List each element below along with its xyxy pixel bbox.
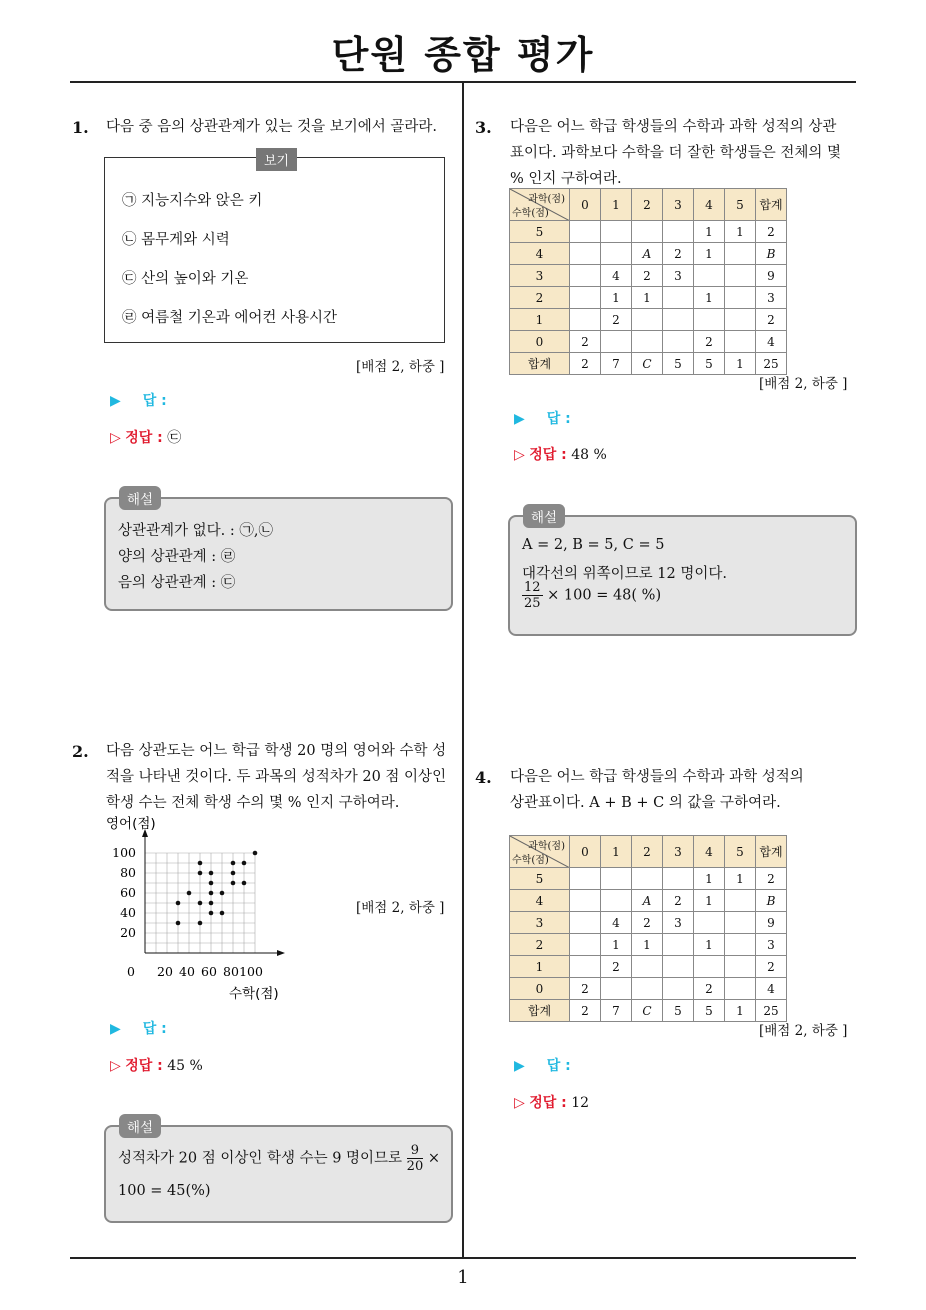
q1-option-2: ㉡ 몸무게와 시력	[122, 232, 230, 248]
table-col-header: 3	[663, 836, 694, 868]
table-cell	[725, 978, 756, 1000]
table-cell: 2	[570, 353, 601, 375]
table-cell	[663, 978, 694, 1000]
scatter-point	[242, 881, 247, 886]
table-cell: 2	[663, 243, 694, 265]
q2-correct: ▷ 정답 : 45 %	[110, 1058, 203, 1074]
table-cell: B	[756, 890, 787, 912]
table-cell: A	[632, 890, 663, 912]
table-cell	[632, 309, 663, 331]
q1-explanation-line: 음의 상관관계 : ㉢	[118, 575, 236, 591]
table-cell: 9	[756, 912, 787, 934]
table-cell: C	[632, 353, 663, 375]
scatter-point	[209, 871, 214, 876]
table-cell	[725, 309, 756, 331]
table-cell	[725, 912, 756, 934]
x-tick-label: 20	[157, 964, 173, 979]
scatter-point	[242, 861, 247, 866]
outline-arrow-icon: ▷	[514, 447, 525, 463]
table-cell: 9	[756, 265, 787, 287]
table-col-header: 4	[694, 836, 725, 868]
table-cell	[632, 221, 663, 243]
q3-number: 3.	[475, 118, 492, 137]
table-cell	[632, 956, 663, 978]
table-cell: 2	[632, 912, 663, 934]
table-row-header: 3	[510, 912, 570, 934]
scatter-point	[209, 891, 214, 896]
table-cell	[632, 978, 663, 1000]
table-cell: 1	[601, 287, 632, 309]
table-cell: 4	[601, 912, 632, 934]
table-row-header: 2	[510, 287, 570, 309]
table-cell	[663, 934, 694, 956]
q2-score: [배점 2, 하중 ]	[356, 900, 445, 916]
table-row-header: 0	[510, 978, 570, 1000]
q3-explanation-label: 해설	[523, 504, 565, 528]
page-title: 단원 종합 평가	[331, 33, 595, 77]
table-col-header: 2	[632, 189, 663, 221]
table-cell	[663, 331, 694, 353]
q2-text-line: 학생 수는 전체 학생 수의 몇 % 인지 구하여라.	[106, 795, 400, 811]
table-row-header: 4	[510, 890, 570, 912]
scatter-point	[231, 871, 236, 876]
table-row-header: 5	[510, 221, 570, 243]
table-cell: 25	[756, 353, 787, 375]
table-cell: 2	[601, 956, 632, 978]
table-cell: 2	[694, 331, 725, 353]
q2-answer: ▶ 답 :	[110, 1021, 167, 1037]
y-tick-label: 100	[112, 845, 136, 860]
correlation-table	[509, 188, 787, 375]
outline-arrow-icon: ▷	[110, 1058, 121, 1074]
scatter-point	[209, 881, 214, 886]
table-cell: 2	[663, 890, 694, 912]
table-col-header: 2	[632, 836, 663, 868]
table-col-header: 1	[601, 189, 632, 221]
table-cell	[570, 956, 601, 978]
table-row-header: 2	[510, 934, 570, 956]
table-cell: A	[632, 243, 663, 265]
y-axis-label: 영어(점)	[106, 816, 156, 832]
table-cell: 3	[756, 934, 787, 956]
table-cell: 1	[694, 934, 725, 956]
q1-option-1: ㉠ 지능지수와 앉은 키	[122, 193, 263, 209]
q2-text-line: 다음 상관도는 어느 학급 학생 20 명의 영어와 수학 성	[106, 743, 447, 759]
q1-score: [배점 2, 하중 ]	[356, 359, 445, 375]
q1-number: 1.	[72, 118, 89, 137]
q2-explanation-label: 해설	[119, 1114, 161, 1138]
scatter-point	[253, 851, 258, 856]
x-tick-label: 0	[127, 964, 135, 979]
table-cell	[663, 868, 694, 890]
scatter-point	[209, 901, 214, 906]
table-row-header: 합계	[510, 353, 570, 375]
q3-text-line: 다음은 어느 학급 학생들의 수학과 과학 성적의 상관	[510, 119, 837, 135]
column-divider	[462, 82, 464, 1259]
table-cell: 3	[663, 912, 694, 934]
table-cell: 5	[694, 353, 725, 375]
table-col-header: 0	[570, 189, 601, 221]
bogi-label: 보기	[256, 148, 297, 171]
x-tick-label: 80	[223, 964, 239, 979]
play-arrow-icon: ▶	[110, 393, 121, 409]
scatter-point	[231, 861, 236, 866]
table-cell	[694, 265, 725, 287]
table-cell: 1	[694, 221, 725, 243]
table-cell: 2	[756, 309, 787, 331]
fraction: $\frac{9}{20}$	[406, 1143, 424, 1174]
q3-explanation-line: A = 2, B = 5, C = 5	[522, 537, 665, 553]
q4-text-line: 상관표이다. A + B + C 의 값을 구하여라.	[510, 795, 781, 811]
table-cell	[725, 265, 756, 287]
table-cell	[601, 890, 632, 912]
table-cell	[570, 890, 601, 912]
q3-correct: ▷ 정답 : 48 %	[514, 447, 607, 463]
table-row-header: 1	[510, 309, 570, 331]
x-tick-label: 40	[179, 964, 195, 979]
table-cell: 1	[725, 1000, 756, 1022]
q2-explanation-line: 성적차가 20 점 이상인 학생 수는 9 명이므로 $\frac{9}{20}$ ×	[118, 1143, 440, 1174]
play-arrow-icon: ▶	[514, 1058, 525, 1074]
table-cell: 5	[663, 1000, 694, 1022]
table-cell	[601, 221, 632, 243]
q1-explanation-line: 양의 상관관계 : ㉣	[118, 549, 236, 565]
q3-text-line: % 인지 구하여라.	[510, 171, 622, 187]
table-cell	[601, 868, 632, 890]
table-cell	[725, 331, 756, 353]
y-tick-label: 20	[120, 925, 136, 940]
table-cell	[663, 309, 694, 331]
table-cell	[663, 221, 694, 243]
play-arrow-icon: ▶	[514, 411, 525, 427]
table-col-header: 3	[663, 189, 694, 221]
x-axis-label: 수학(점)	[229, 986, 279, 1002]
correlation-table	[509, 835, 787, 1022]
table-cell: B	[756, 243, 787, 265]
table-cell	[601, 243, 632, 265]
table-row-header: 1	[510, 956, 570, 978]
q3-text-line: 표이다. 과학보다 수학을 더 잘한 학생들은 전체의 몇	[510, 145, 842, 161]
table-row-header: 0	[510, 331, 570, 353]
table-col-header: 0	[570, 836, 601, 868]
table-cell	[694, 912, 725, 934]
table-cell	[725, 890, 756, 912]
x-tick-label: 60	[201, 964, 217, 979]
table-cell	[663, 287, 694, 309]
table-cell: 1	[694, 890, 725, 912]
table-cell: 3	[756, 287, 787, 309]
table-cell: 1	[725, 868, 756, 890]
scatter-point	[176, 901, 181, 906]
table-row-header: 5	[510, 868, 570, 890]
footer-rule	[70, 1257, 856, 1259]
table-cell: 1	[725, 221, 756, 243]
table-cell: 1	[694, 287, 725, 309]
scatter-point	[198, 861, 203, 866]
q1-answer: ▶ 답 :	[110, 393, 167, 409]
table-row-header: 합계	[510, 1000, 570, 1022]
q3-score: [배점 2, 하중 ]	[759, 376, 848, 392]
q2-explanation-line: 100 = 45(%)	[118, 1183, 211, 1199]
table-cell	[725, 956, 756, 978]
q3-answer: ▶ 답 :	[514, 411, 571, 427]
q1-explanation-line: 상관관계가 없다. : ㉠,㉡	[118, 523, 273, 539]
scatter-point	[198, 921, 203, 926]
table-cell	[694, 309, 725, 331]
table-cell: 25	[756, 1000, 787, 1022]
table-cell: 1	[601, 934, 632, 956]
table-cell: 2	[570, 331, 601, 353]
scatter-point	[231, 881, 236, 886]
q4-correct: ▷ 정답 : 12	[514, 1095, 590, 1111]
table-cell	[725, 934, 756, 956]
table-cell: 5	[694, 1000, 725, 1022]
table-row-header: 3	[510, 265, 570, 287]
table-cell	[570, 934, 601, 956]
q2-explanation-box	[104, 1125, 453, 1223]
table-cell	[694, 956, 725, 978]
y-tick-label: 80	[120, 865, 136, 880]
table-cell: 3	[663, 265, 694, 287]
q1-text: 다음 중 음의 상관관계가 있는 것을 보기에서 골라라.	[106, 119, 438, 135]
table-cell	[663, 956, 694, 978]
table-cell	[570, 309, 601, 331]
q4-score: [배점 2, 하중 ]	[759, 1023, 848, 1039]
table-cell	[570, 265, 601, 287]
table-col-header: 합계	[756, 836, 787, 868]
table-corner: 과학(점) 수학(점)	[510, 189, 570, 221]
table-col-header: 5	[725, 836, 756, 868]
q1-option-3: ㉢ 산의 높이와 기온	[122, 271, 249, 287]
q3-explanation-line: $\frac{12}{25}$ × 100 = 48( %)	[524, 580, 662, 611]
scatter-point	[220, 911, 225, 916]
table-cell: C	[632, 1000, 663, 1022]
play-arrow-icon: ▶	[110, 1021, 121, 1037]
table-cell: 2	[756, 868, 787, 890]
table-cell: 1	[632, 287, 663, 309]
x-axis-arrow-icon	[277, 950, 285, 956]
table-cell: 5	[663, 353, 694, 375]
outline-arrow-icon: ▷	[110, 430, 121, 446]
table-cell: 1	[725, 353, 756, 375]
table-cell: 1	[694, 243, 725, 265]
table-cell	[570, 287, 601, 309]
table-cell: 1	[694, 868, 725, 890]
q1-explanation-label: 해설	[119, 486, 161, 510]
q4-text-line: 다음은 어느 학급 학생들의 수학과 과학 성적의	[510, 769, 804, 785]
x-tick-label: 100	[239, 964, 263, 979]
table-row-header: 4	[510, 243, 570, 265]
q3-explanation-line: 대각선의 위쪽이므로 12 명이다.	[522, 566, 727, 582]
table-col-header: 합계	[756, 189, 787, 221]
table-cell	[570, 221, 601, 243]
q2-text-line: 적을 나타낸 것이다. 두 과목의 성적차가 20 점 이상인	[106, 769, 447, 785]
scatter-point	[187, 891, 192, 896]
q4-answer: ▶ 답 :	[514, 1058, 571, 1074]
table-cell: 2	[601, 309, 632, 331]
table-cell: 7	[601, 353, 632, 375]
table-cell	[725, 243, 756, 265]
scatter-point	[220, 891, 225, 896]
table-cell	[601, 331, 632, 353]
table-cell: 2	[570, 1000, 601, 1022]
q1-option-4: ㉣ 여름철 기온과 에어컨 사용시간	[122, 310, 338, 326]
outline-arrow-icon: ▷	[514, 1095, 525, 1111]
table-cell: 2	[570, 978, 601, 1000]
table-corner: 과학(점) 수학(점)	[510, 836, 570, 868]
table-cell: 2	[632, 265, 663, 287]
table-cell: 2	[756, 956, 787, 978]
table-col-header: 1	[601, 836, 632, 868]
q4-number: 4.	[475, 768, 492, 787]
scatter-plot	[100, 808, 300, 1008]
fraction: $\frac{12}{25}$	[524, 580, 541, 611]
page-number: 1	[457, 1267, 469, 1288]
table-cell: 2	[694, 978, 725, 1000]
table-cell	[570, 868, 601, 890]
scatter-point	[198, 871, 203, 876]
y-tick-label: 40	[120, 905, 136, 920]
table-col-header: 5	[725, 189, 756, 221]
table-cell	[632, 868, 663, 890]
table-cell	[601, 978, 632, 1000]
q1-correct: ▷ 정답 : ㉢	[110, 430, 182, 446]
table-cell: 4	[756, 978, 787, 1000]
y-tick-label: 60	[120, 885, 136, 900]
scatter-point	[176, 921, 181, 926]
table-cell: 1	[632, 934, 663, 956]
table-cell	[725, 287, 756, 309]
table-cell	[570, 912, 601, 934]
table-cell	[632, 331, 663, 353]
scatter-point	[198, 901, 203, 906]
scatter-point	[209, 911, 214, 916]
q2-number: 2.	[72, 742, 89, 761]
table-cell: 2	[756, 221, 787, 243]
table-cell: 7	[601, 1000, 632, 1022]
table-cell: 4	[601, 265, 632, 287]
table-cell: 4	[756, 331, 787, 353]
table-col-header: 4	[694, 189, 725, 221]
table-cell	[570, 243, 601, 265]
